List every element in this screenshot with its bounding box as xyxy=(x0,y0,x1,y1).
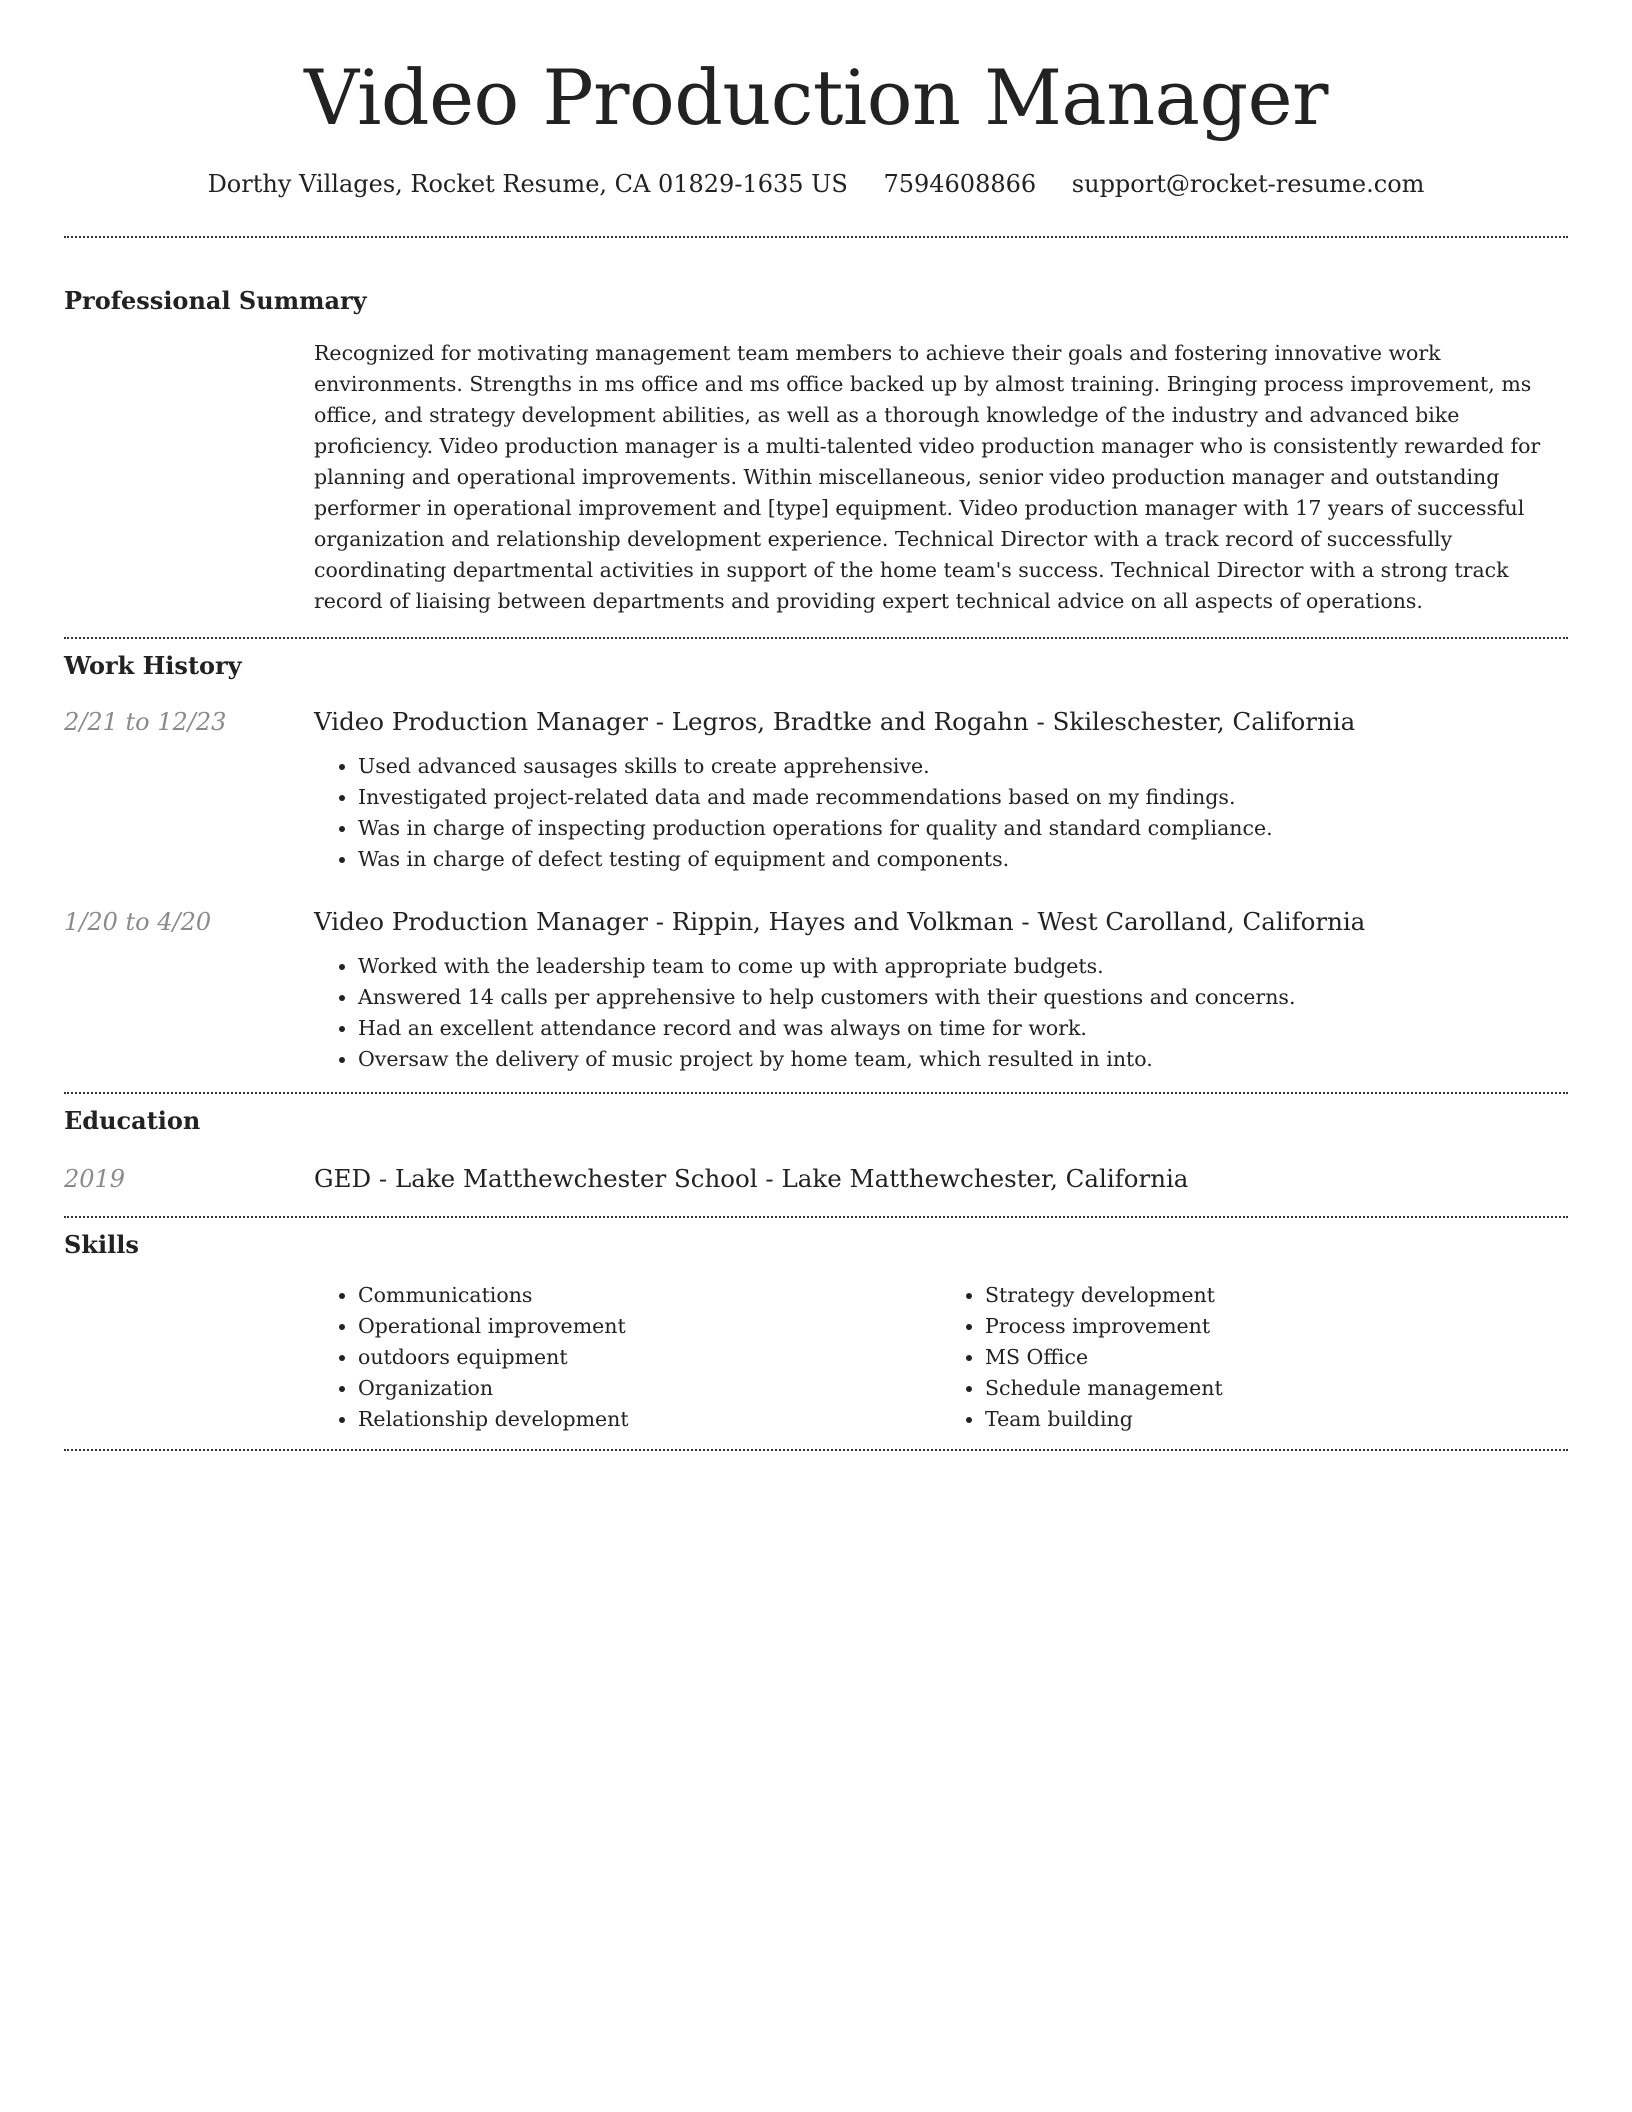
job-bullets xyxy=(314,751,1568,875)
skill-item: • Communications xyxy=(358,1280,941,1311)
education-text: GED - Lake Matthewchester School - Lake Matthewchester, California xyxy=(314,1164,1189,1193)
summary-heading: Professional Summary xyxy=(64,286,367,315)
resume-title: Video Production Manager xyxy=(304,53,1328,142)
divider xyxy=(64,637,1568,639)
contact-address: Dorthy Villages, Rocket Resume, CA 01829-1635 US xyxy=(207,170,848,198)
job-entry xyxy=(64,905,1568,1075)
resume-page xyxy=(64,0,1568,1451)
contact-email: support@rocket-resume.com xyxy=(1071,170,1425,198)
job-bullet: • Worked with the leadership team to come up with appropriate budgets. xyxy=(358,951,1568,982)
skill-item: • outdoors equipment xyxy=(358,1342,941,1373)
skill-item: • Team building xyxy=(985,1404,1568,1435)
divider xyxy=(64,1449,1568,1451)
skills-list-right xyxy=(941,1280,1568,1435)
job-bullet: • Used advanced sausages skills to create apprehensive. xyxy=(358,751,1568,782)
job-bullet: • Was in charge of inspecting production operations for quality and standard compliance. xyxy=(358,813,1568,844)
skills-section xyxy=(64,1228,1568,1435)
job-dates: 1/20 to 4/20 xyxy=(64,908,212,936)
skill-item: • Relationship development xyxy=(358,1404,941,1435)
work-history-section xyxy=(64,649,1568,1075)
job-title: Video Production Manager - Rippin, Hayes and Volkman - West Carolland, California xyxy=(314,907,1366,936)
education-section xyxy=(64,1104,1568,1196)
job-bullets xyxy=(314,951,1568,1075)
education-heading: Education xyxy=(64,1106,201,1135)
job-bullet: • Answered 14 calls per apprehensive to help customers with their questions and concerns. xyxy=(358,982,1568,1013)
education-entry xyxy=(64,1162,1568,1196)
job-title: Video Production Manager - Legros, Bradtke and Rogahn - Skileschester, California xyxy=(314,707,1356,736)
divider xyxy=(64,1092,1568,1094)
contact-line xyxy=(64,166,1568,202)
skill-item: • Process improvement xyxy=(985,1311,1568,1342)
divider xyxy=(64,1216,1568,1218)
skills-list-left xyxy=(314,1280,941,1435)
job-bullet: • Was in charge of defect testing of equipment and components. xyxy=(358,844,1568,875)
skill-item: • Operational improvement xyxy=(358,1311,941,1342)
job-entry xyxy=(64,705,1568,875)
job-bullet: • Investigated project-related data and made recommendations based on my findings. xyxy=(358,782,1568,813)
summary-text: Recognized for motivating management team members to achieve their goals and fostering innovative work environments. Strengths in ms office and ms office backed up by almost training. Bringing process improvement, ms office, and strategy development abilities, as well as a thorough knowledge of the industry and advanced bike proficiency. Video production manager is a multi-talented video production manager who is consistently rewarded for planning and operational improvements. Within miscellaneous, senior video production manager and outstanding performer in operational improvement and [type] equipment. Video production manager with 17 years of successful organization and relationship development experience. Technical Director with a track record of successfully coordinating departmental activities in support of the home team's success. Technical Director with a strong track record of liaising between departments and providing expert technical advice on all aspects of operations. xyxy=(314,341,1541,613)
education-year: 2019 xyxy=(64,1165,126,1193)
job-dates: 2/21 to 12/23 xyxy=(64,708,227,736)
contact-phone: 7594608866 xyxy=(883,170,1037,198)
skill-item: • Strategy development xyxy=(985,1280,1568,1311)
skill-item: • Organization xyxy=(358,1373,941,1404)
work-history-heading: Work History xyxy=(64,651,242,680)
job-bullet: • Oversaw the delivery of music project by home team, which resulted in into. xyxy=(358,1044,1568,1075)
skills-heading: Skills xyxy=(64,1230,139,1259)
divider xyxy=(64,236,1568,238)
summary-section xyxy=(64,284,1568,617)
skill-item: • Schedule management xyxy=(985,1373,1568,1404)
skill-item: • MS Office xyxy=(985,1342,1568,1373)
job-bullet: • Had an excellent attendance record and was always on time for work. xyxy=(358,1013,1568,1044)
